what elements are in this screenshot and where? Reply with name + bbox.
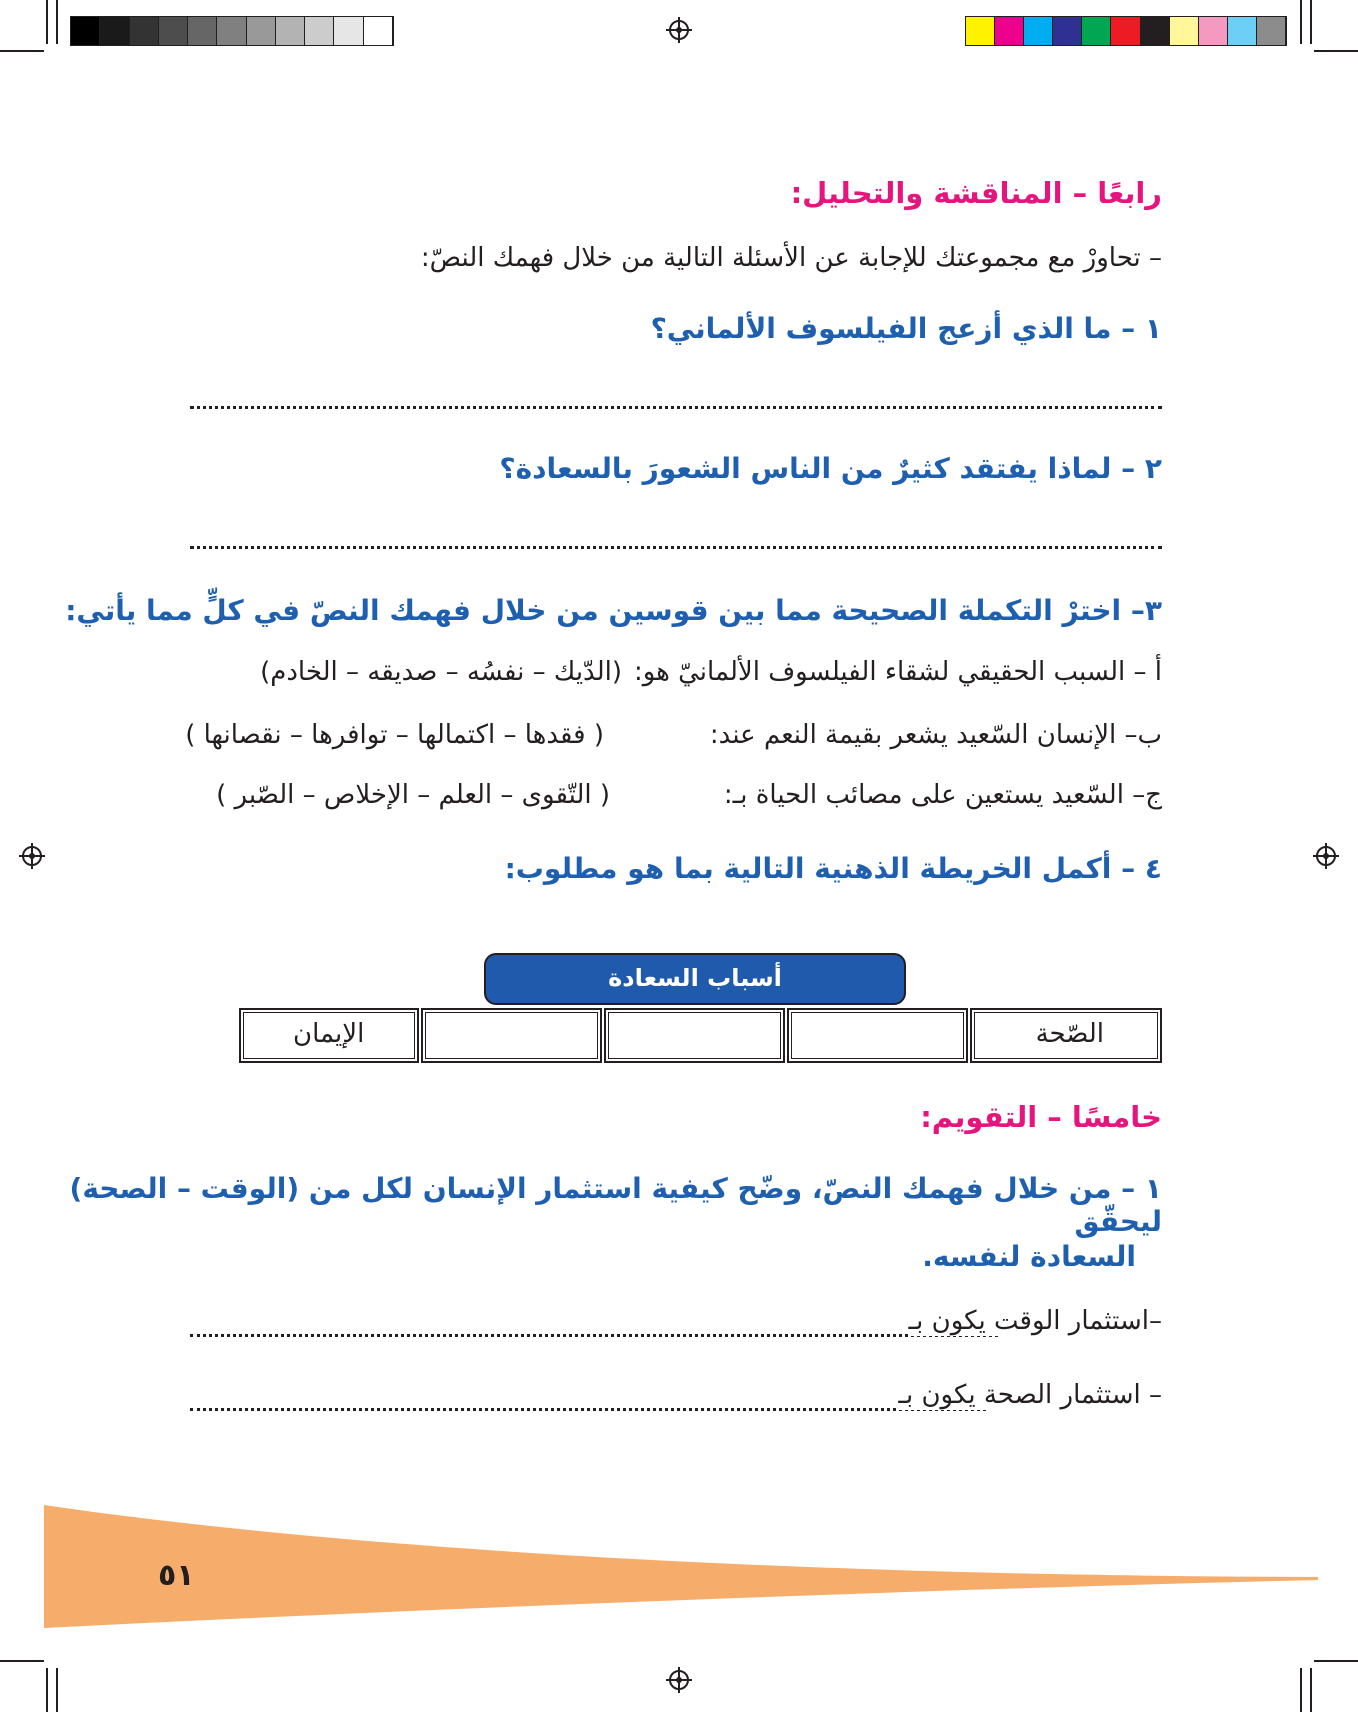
choice-item-options[interactable]: ( التّقوى – العلم – الإخلاص – الصّبر )	[216, 780, 610, 810]
answer-line[interactable]	[190, 1408, 986, 1411]
grayscale-bar	[70, 16, 394, 46]
mind-map-box[interactable]	[239, 1008, 419, 1063]
crop-mark	[1310, 0, 1312, 44]
choice-item-stem: أ – السبب الحقيقي لشقاء الفيلسوف الألمانيّ هو:	[633, 657, 1162, 687]
color-swatch	[364, 17, 393, 45]
section-heading-evaluation: خامسًا – التقويم:	[920, 1100, 1162, 1134]
question-4: ٤ – أكمل الخريطة الذهنية التالية بما هو مطلوب:	[504, 852, 1162, 885]
color-swatch	[1082, 17, 1111, 45]
question-3: ٣– اخترْ التكملة الصحيحة مما بين قوسين من خلال فهمك النصّ في كلٍّ مما يأتي:	[65, 594, 1162, 627]
color-swatch	[1111, 17, 1140, 45]
color-swatch	[71, 17, 100, 45]
color-swatch	[1170, 17, 1199, 45]
evaluation-question-1: ١ – من خلال فهمك النصّ، وضّح كيفية استثمار الإنسان لكل من (الوقت – الصحة) ليحقّق	[69, 1172, 1162, 1238]
color-swatch	[188, 17, 217, 45]
page-number: ٥١	[158, 1558, 195, 1593]
choice-item-options[interactable]: (الدّيك – نفسُه – صديقه – الخادم)	[260, 657, 622, 687]
color-swatch	[130, 17, 159, 45]
crop-mark	[0, 50, 44, 52]
answer-line[interactable]	[190, 546, 1162, 549]
color-swatch	[1257, 17, 1286, 45]
registration-mark-icon	[669, 1670, 689, 1690]
section-heading-discussion: رابعًا – المناقشة والتحليل:	[790, 176, 1162, 210]
crop-mark	[56, 0, 58, 44]
instruction-text: – تحاورْ مع مجموعتك للإجابة عن الأسئلة التالية من خلال فهمك النصّ:	[420, 243, 1162, 273]
color-swatch	[305, 17, 334, 45]
question-1: ١ – ما الذي أزعج الفيلسوف الألماني؟	[650, 312, 1162, 345]
color-swatch	[1053, 17, 1082, 45]
crop-mark	[1300, 1668, 1302, 1712]
crop-mark	[1310, 1668, 1312, 1712]
crop-mark	[1314, 50, 1358, 52]
color-swatch	[276, 17, 305, 45]
crop-mark	[46, 0, 48, 44]
choice-item-options[interactable]: ( فقدها – اكتمالها – توافرها – نقصانها )	[185, 720, 604, 750]
evaluation-question-1-continued: السعادة لنفسه.	[922, 1240, 1136, 1273]
mind-map-box[interactable]	[970, 1008, 1162, 1063]
choice-item-stem: ج– السّعيد يستعين على مصائب الحياة بـ:	[723, 780, 1162, 810]
answer-prompt: – استثمار الصحة يكون بـ	[898, 1380, 1162, 1410]
color-swatch	[100, 17, 129, 45]
mind-map-box-label: الصّحة	[1035, 1019, 1104, 1049]
crop-mark	[46, 1668, 48, 1712]
answer-line[interactable]	[190, 406, 1162, 409]
crop-mark	[56, 1668, 58, 1712]
crop-mark	[1300, 0, 1302, 44]
answer-prompt: –استثمار الوقت يكون بـ	[908, 1306, 1162, 1336]
color-swatch	[334, 17, 363, 45]
mind-map-box-label: الإيمان	[293, 1019, 365, 1049]
choice-item-stem: ب– الإنسان السّعيد يشعر بقيمة النعم عند:	[709, 720, 1162, 750]
answer-line[interactable]	[190, 1334, 998, 1337]
mind-map-title: أسباب السعادة	[484, 953, 906, 1005]
color-swatch	[1024, 17, 1053, 45]
registration-mark-icon	[669, 20, 689, 40]
color-swatch	[217, 17, 246, 45]
mind-map-box[interactable]	[787, 1008, 968, 1063]
registration-mark-icon	[22, 846, 42, 866]
crop-mark	[1314, 1660, 1358, 1662]
registration-mark-icon	[1316, 846, 1336, 866]
color-swatch	[1199, 17, 1228, 45]
color-swatch	[1141, 17, 1170, 45]
mind-map-box[interactable]	[421, 1008, 602, 1063]
color-swatch	[159, 17, 188, 45]
mind-map-box[interactable]	[604, 1008, 785, 1063]
footer-band	[0, 1500, 1358, 1640]
color-bar	[965, 16, 1287, 46]
color-swatch	[966, 17, 995, 45]
question-2: ٢ – لماذا يفتقد كثيرٌ من الناس الشعورَ بالسعادة؟	[499, 452, 1162, 485]
crop-mark	[0, 1660, 44, 1662]
color-swatch	[247, 17, 276, 45]
color-swatch	[995, 17, 1024, 45]
color-swatch	[1228, 17, 1257, 45]
